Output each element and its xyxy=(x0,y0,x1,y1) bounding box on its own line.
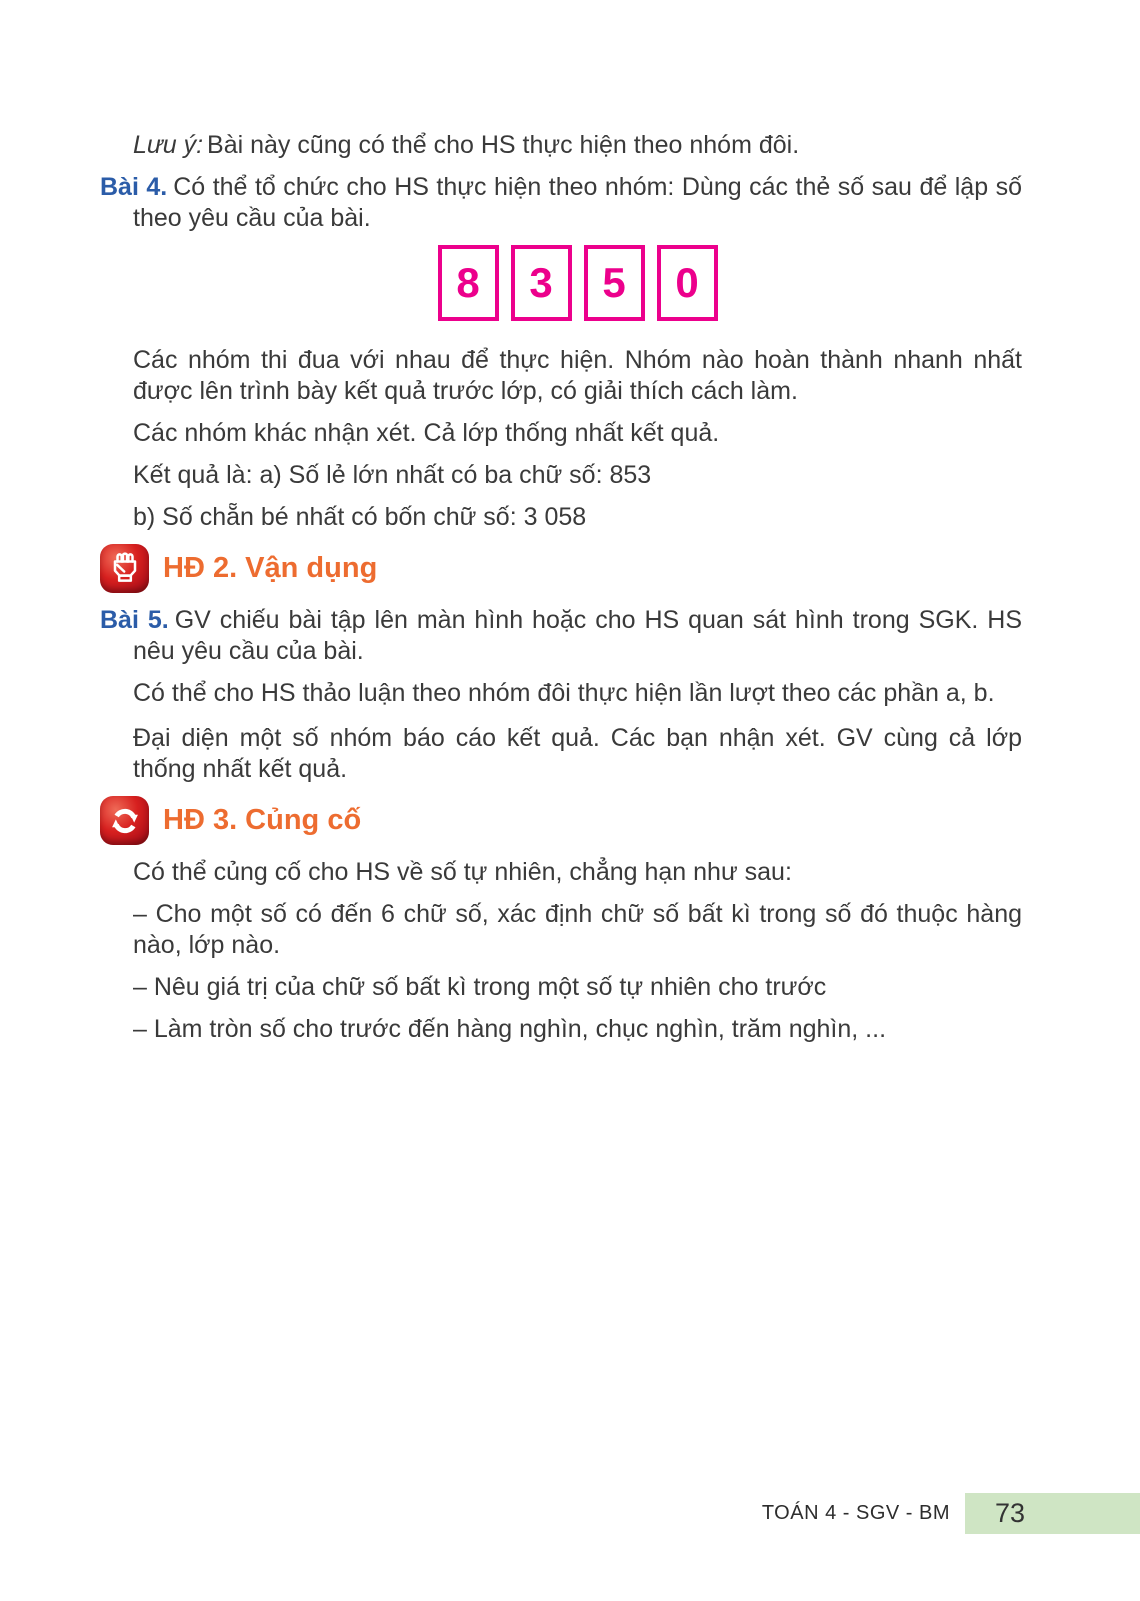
bullet-1-paragraph: – Cho một số có đến 6 chữ số, xác định chữ số bất kì trong số đó thuộc hàng nào, lớp nào. xyxy=(133,900,1022,959)
consolidate-paragraph: Có thể củng cố cho HS về số tự nhiên, chẳng hạn như sau: xyxy=(133,858,792,886)
page-number-box xyxy=(965,1493,1140,1534)
number-card xyxy=(657,245,718,321)
number-card-digit: 3 xyxy=(529,259,553,306)
number-card xyxy=(438,245,499,321)
note-paragraph xyxy=(133,130,1022,161)
activity-3-title: HĐ 3. Củng cố xyxy=(163,803,362,836)
activity-2-heading xyxy=(100,544,1022,593)
result-a-paragraph: Kết quả là: a) Số lẻ lớn nhất có ba chữ số: 853 xyxy=(133,461,652,489)
discuss-paragraph: Có thể cho HS thảo luận theo nhóm đôi thực hiện lần lượt theo các phần a, b. xyxy=(133,679,995,707)
number-card-digit: 5 xyxy=(602,259,626,306)
note-text: Bài này cũng có thể cho HS thực hiện theo nhóm đôi. xyxy=(207,131,800,159)
number-card-digit: 0 xyxy=(675,259,699,306)
activity-2-title: HĐ 2. Vận dụng xyxy=(163,551,378,584)
exercise-5-label: Bài 5. xyxy=(100,606,169,634)
comment-paragraph: Các nhóm khác nhận xét. Cả lớp thống nhất kết quả. xyxy=(133,419,720,447)
race-paragraph: Các nhóm thi đua với nhau để thực hiện. Nhóm nào hoàn thành nhanh nhất được lên trình bày kết quả trước lớp, có giải thích cách làm. xyxy=(133,346,1022,405)
report-paragraph: Đại diện một số nhóm báo cáo kết quả. Các bạn nhận xét. GV cùng cả lớp thống nhất kết quả. xyxy=(133,724,1022,783)
refresh-icon xyxy=(100,796,149,845)
activity-3-heading xyxy=(100,796,1022,845)
bullet-3-paragraph: – Làm tròn số cho trước đến hàng nghìn, chục nghìn, trăm nghìn, ... xyxy=(133,1015,887,1043)
note-label: Lưu ý: xyxy=(133,131,204,159)
page-footer xyxy=(0,1493,1140,1534)
exercise-4-label: Bài 4. xyxy=(100,173,168,201)
page-number: 73 xyxy=(995,1498,1026,1528)
fist-icon xyxy=(100,544,149,593)
number-cards-row xyxy=(133,245,1022,321)
exercise-5-paragraph xyxy=(100,605,1022,667)
number-card-digit: 8 xyxy=(456,259,480,306)
bullet-2-paragraph: – Nêu giá trị của chữ số bất kì trong một số tự nhiên cho trước xyxy=(133,973,827,1001)
result-b-paragraph: b) Số chẵn bé nhất có bốn chữ số: 3 058 xyxy=(133,503,587,531)
number-card xyxy=(511,245,572,321)
number-card xyxy=(584,245,645,321)
footer-book-label: TOÁN 4 - SGV - BM xyxy=(761,1502,950,1524)
exercise-4-text: Có thể tổ chức cho HS thực hiện theo nhóm: Dùng các thẻ số sau để lập số theo yêu cầu của bài. xyxy=(133,173,1023,232)
exercise-4-paragraph xyxy=(100,172,1023,234)
exercise-5-text: GV chiếu bài tập lên màn hình hoặc cho HS quan sát hình trong SGK. HS nêu yêu cầu của bài. xyxy=(133,606,1022,665)
